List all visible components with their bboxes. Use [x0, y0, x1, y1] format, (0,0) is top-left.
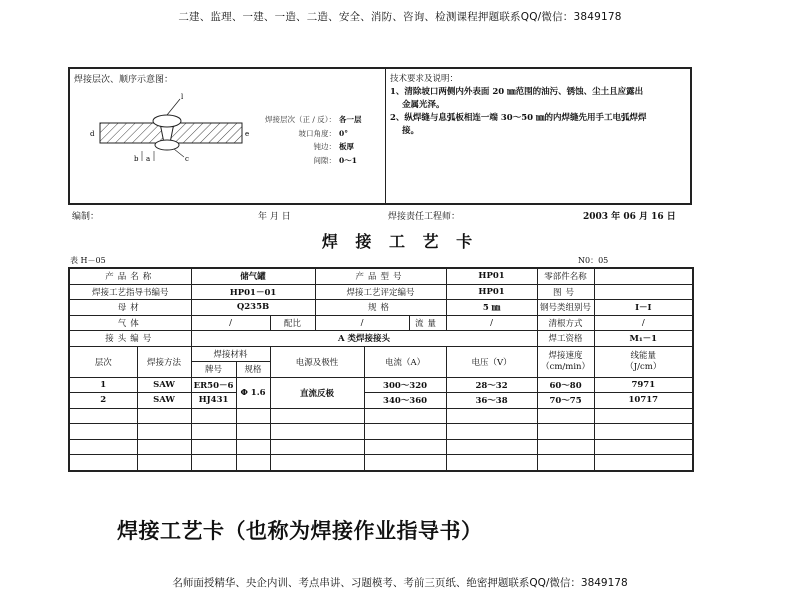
technical-requirements — [390, 73, 688, 138]
table-header-row: 层次 焊接方法 焊接材料 电源及极性 电流（A） 电压（V） 焊接速度 （cm/min） 线能量 （J/cm） — [69, 346, 693, 362]
requirement-line: 金属光泽。 — [402, 100, 445, 110]
param-row: 坡口角度： 0° — [298, 128, 348, 138]
sketch-title: 焊接层次、顺序示意图： — [74, 75, 174, 85]
right-plate — [170, 123, 242, 143]
label-l: l — [181, 93, 184, 101]
procedure-table — [68, 267, 694, 472]
compiled-date: 年 月 日 — [258, 212, 291, 222]
table-header-row: 牌号 规格 — [69, 362, 693, 378]
table-row: 2 SAW HJ431 340～360 36～38 70～75 10717 — [69, 393, 693, 409]
param-row: 焊接层次（正 / 反）： 各一层 — [264, 115, 362, 124]
requirement-line: 1、清除坡口两侧内外表面 20 ㎜范围的油污、锈蚀、尘土且应露出 — [390, 87, 644, 97]
compiled-by-label: 编制： — [72, 212, 100, 222]
param-row: 钝边： 板厚 — [313, 142, 354, 151]
table-row: 气体 / 配比 / 流量 / 清根方式 / — [69, 315, 693, 331]
table-row — [69, 408, 693, 424]
label-c: c — [185, 155, 189, 163]
form-number: N0：05 — [578, 256, 609, 265]
joint-sketch — [82, 91, 257, 166]
label-e: e — [245, 130, 250, 138]
table-row — [69, 439, 693, 455]
table-row: 1 SAW ER50－6 Φ 1.6 直流反极 300～320 28～32 60～80 7971 — [69, 377, 693, 393]
weld-cap — [153, 115, 181, 127]
engineer-label: 焊接责任工程师： — [388, 212, 461, 222]
weld-root — [155, 140, 179, 150]
table-row: 产品名称 储气罐 产品型号 HP01 零部件名称 — [69, 268, 693, 284]
table-row: 焊接工艺指导书编号 HP01－01 焊接工艺评定编号 HP01 图号 — [69, 284, 693, 300]
joint-parameters — [254, 113, 362, 167]
table-row — [69, 424, 693, 440]
table-row: 接头编号 A 类焊接接头 焊工资格 M₁－1 — [69, 331, 693, 347]
requirement-line: 接。 — [402, 126, 420, 136]
label-d: d — [90, 130, 95, 138]
label-a: a — [146, 155, 151, 163]
requirement-line: 2、纵焊缝与息弧板相连一端 30～50 ㎜的内焊缝先用手工电弧焊焊 — [390, 113, 647, 123]
left-plate — [100, 123, 164, 143]
caption: 焊接工艺卡（也称为焊接作业指导书） — [117, 519, 483, 543]
top-banner: 二建、监理、一建、一造、二造、安全、消防、咨询、检测课程押题联系QQ/微信：3849178 — [178, 11, 622, 23]
label-b: b — [134, 155, 139, 163]
bottom-banner: 名师面授精华、央企内训、考点串讲、习题模考、考前三页纸、绝密押题联系QQ/微信：3849178 — [172, 577, 628, 589]
param-row: 间隙： 0～1 — [313, 155, 357, 165]
sketch-and-requirements-box — [68, 67, 692, 205]
card-title: 焊 接 工 艺 卡 — [321, 232, 479, 251]
table-row — [69, 455, 693, 471]
table-row: 母材 Q235B 规格 5 ㎜ 钢号类组别号 Ⅰ－Ⅰ — [69, 300, 693, 316]
form-id: 表 H－05 — [70, 256, 106, 265]
box-divider — [385, 69, 386, 203]
approval-date: 2003 年 06 月 16 日 — [583, 212, 676, 222]
requirements-title: 技术要求及说明： — [390, 74, 459, 84]
